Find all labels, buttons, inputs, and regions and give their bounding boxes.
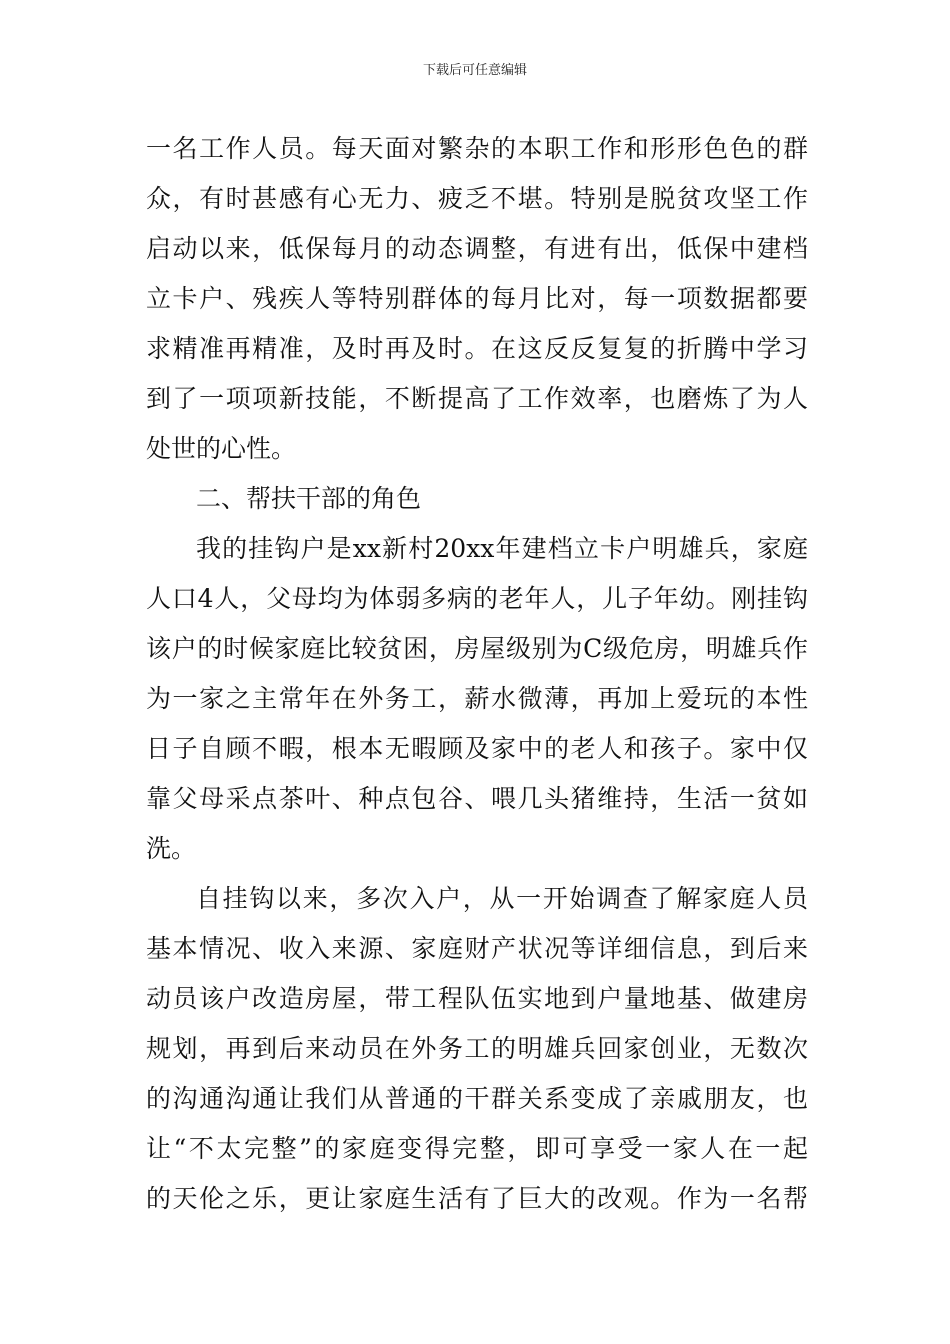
body-line: 的天伦之乐，更让家庭生活有了巨大的改观。作为一名帮 bbox=[146, 1184, 808, 1213]
body-line: 到了一项项新技能，不断提高了工作效率，也磨炼了为人 bbox=[146, 384, 808, 413]
body-line: 人口4人，父母均为体弱多病的老年人，儿子年幼。刚挂钩 bbox=[146, 584, 808, 613]
body-line: 规划，再到后来动员在外务工的明雄兵回家创业，无数次 bbox=[146, 1034, 808, 1063]
body-line: 日子自顾不暇，根本无暇顾及家中的老人和孩子。家中仅 bbox=[146, 734, 808, 763]
body-line: 为一家之主常年在外务工，薪水微薄，再加上爱玩的本性 bbox=[146, 684, 808, 713]
body-line: 洗。 bbox=[146, 834, 197, 863]
body-line: 靠父母采点茶叶、种点包谷、喂几头猪维持，生活一贫如 bbox=[146, 784, 808, 813]
body-line: 处世的心性。 bbox=[146, 434, 297, 463]
body-line: 让“不太完整”的家庭变得完整，即可享受一家人在一起 bbox=[146, 1134, 808, 1163]
body-line: 动员该户改造房屋，带工程队伍实地到户量地基、做建房 bbox=[146, 984, 808, 1013]
section-heading: 二、帮扶干部的角色 bbox=[196, 484, 422, 513]
document-body bbox=[146, 124, 808, 1224]
body-line: 的沟通沟通让我们从普通的干群关系变成了亲戚朋友，也 bbox=[146, 1084, 808, 1113]
body-line: 一名工作人员。每天面对繁杂的本职工作和形形色色的群 bbox=[146, 134, 808, 163]
body-line: 求精准再精准，及时再及时。在这反反复复的折腾中学习 bbox=[146, 334, 808, 363]
body-line: 众，有时甚感有心无力、疲乏不堪。特别是脱贫攻坚工作 bbox=[146, 184, 808, 213]
body-line: 启动以来，低保每月的动态调整，有进有出，低保中建档 bbox=[146, 234, 808, 263]
body-line: 自挂钩以来，多次入户，从一开始调查了解家庭人员 bbox=[196, 884, 808, 913]
page-header-note: 下载后可任意编辑 bbox=[422, 63, 527, 78]
body-line: 立卡户、残疾人等特别群体的每月比对，每一项数据都要 bbox=[146, 284, 808, 313]
body-line: 我的挂钩户是xx新村20xx年建档立卡户明雄兵，家庭 bbox=[196, 534, 808, 563]
body-line: 该户的时候家庭比较贫困，房屋级别为C级危房，明雄兵作 bbox=[146, 634, 808, 663]
body-line: 基本情况、收入来源、家庭财产状况等详细信息，到后来 bbox=[146, 934, 808, 963]
